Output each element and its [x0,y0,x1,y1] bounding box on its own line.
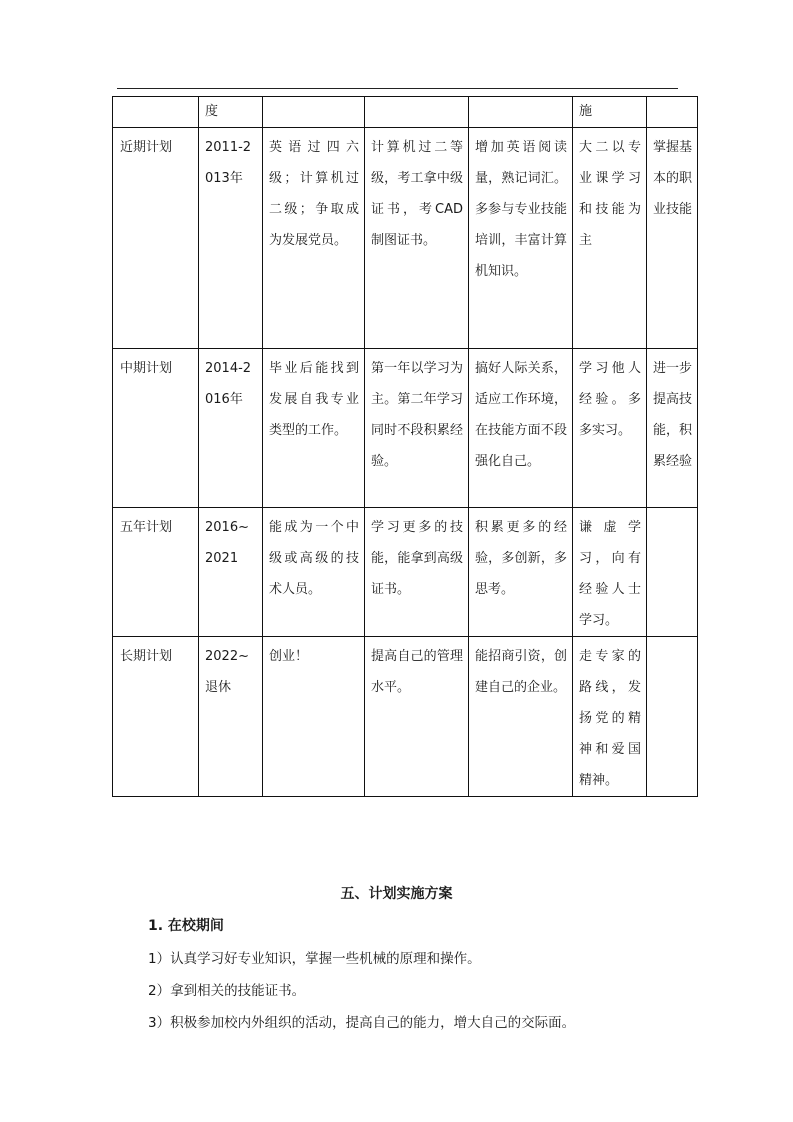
plan-focus-cell: 大二以专业课学习和技能为主 [573,128,647,349]
plan-period-cell: 2011-2013年 [199,128,263,349]
plan-name-cell: 长期计划 [113,637,199,797]
plan-cert-cell: 提高自己的管理水平。 [365,637,469,797]
plan-item: 1）认真学习好专业知识，掌握一些机械的原理和操作。 [148,951,481,967]
plan-focus-cell: 走专家的路线，发扬党的精神和爱国精神。 [573,637,647,797]
plan-extra-cell [647,508,698,637]
page-header-rule [117,88,678,89]
plan-cert-cell: 学习更多的技能，能拿到高级证书。 [365,508,469,637]
table-row [113,128,698,349]
plan-name-cell: 五年计划 [113,508,199,637]
plan-extra-cell [647,637,698,797]
header-cell [113,97,199,128]
plan-extra-cell: 掌握基本的职业技能 [647,128,698,349]
table-row [113,637,698,797]
plan-goal-cell: 毕业后能找到发展自我专业类型的工作。 [263,349,365,508]
plan-measures-cell: 增加英语阅读量，熟记词汇。多参与专业技能培训，丰富计算机知识。 [469,128,573,349]
table-row [113,508,698,637]
section-subtitle: 1. 在校期间 [148,918,224,934]
header-cell [365,97,469,128]
plan-cert-cell: 计算机过二等级，考工拿中级证书，考CAD制图证书。 [365,128,469,349]
plan-period-cell: 2014-2016年 [199,349,263,508]
plan-cert-cell: 第一年以学习为主。第二年学习同时不段积累经验。 [365,349,469,508]
plan-measures-cell: 搞好人际关系，适应工作环境，在技能方面不段强化自己。 [469,349,573,508]
plan-measures-cell: 积累更多的经验，多创新，多思考。 [469,508,573,637]
plan-item: 2）拿到相关的技能证书。 [148,983,306,999]
header-cell: 度 [199,97,263,128]
section-title: 五、计划实施方案 [340,886,453,902]
header-cell [469,97,573,128]
plan-goal-cell: 能成为一个中级或高级的技术人员。 [263,508,365,637]
table-row [113,349,698,508]
plan-focus-cell: 学习他人经验。多多实习。 [573,349,647,508]
plan-name-cell: 近期计划 [113,128,199,349]
plan-item: 3）积极参加校内外组织的活动，提高自己的能力，增大自己的交际面。 [148,1015,576,1031]
table-header-row [113,97,698,128]
career-plan-table [112,96,698,797]
header-cell [647,97,698,128]
plan-extra-cell: 进一步提高技能，积累经验 [647,349,698,508]
plan-period-cell: 2016~2021 [199,508,263,637]
header-cell [263,97,365,128]
plan-focus-cell: 谦虚学习，向有经验人士学习。 [573,508,647,637]
plan-measures-cell: 能招商引资，创建自己的企业。 [469,637,573,797]
plan-goal-cell: 创业！ [263,637,365,797]
plan-goal-cell: 英语过四六级；计算机过二级；争取成为发展党员。 [263,128,365,349]
header-cell: 施 [573,97,647,128]
plan-name-cell: 中期计划 [113,349,199,508]
plan-period-cell: 2022~退休 [199,637,263,797]
